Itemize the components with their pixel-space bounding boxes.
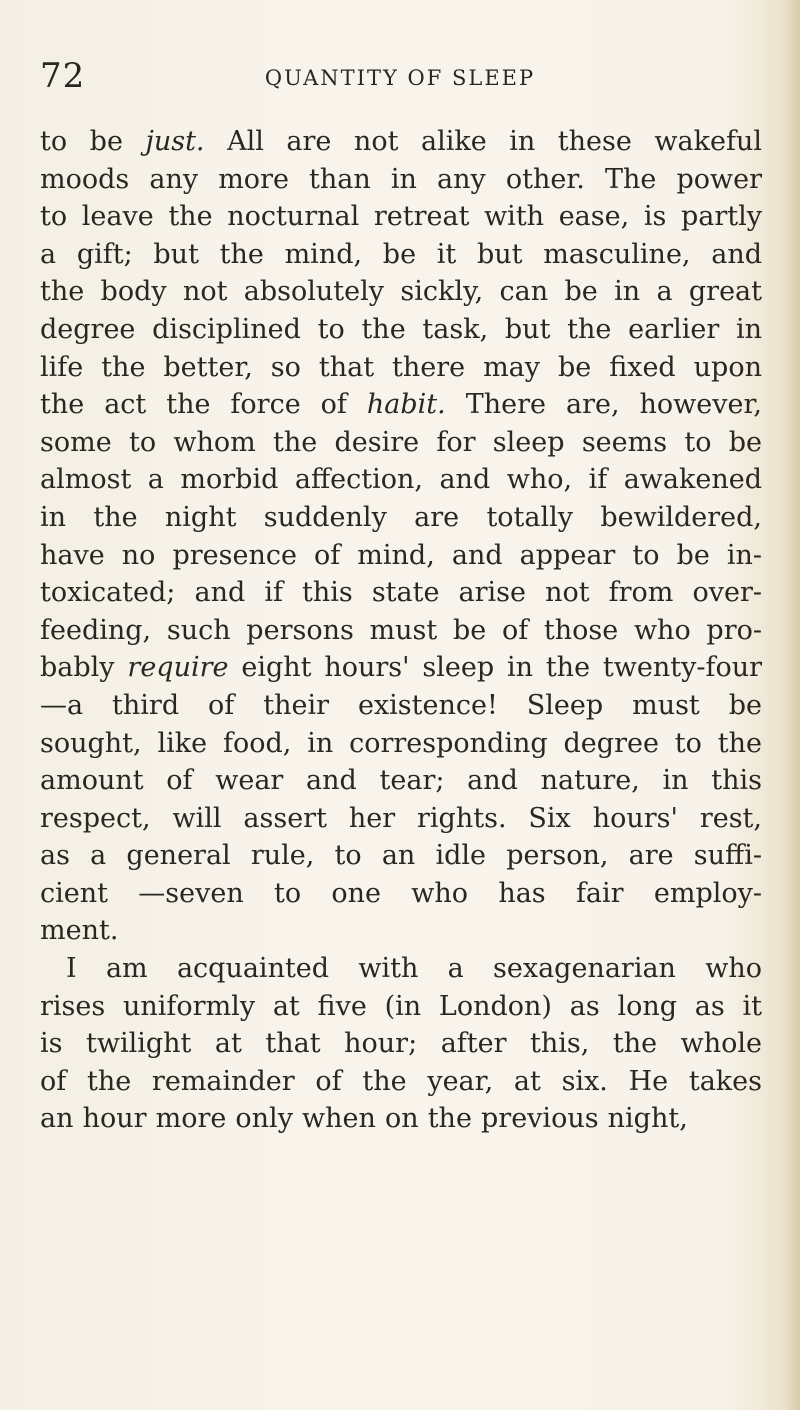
text-line [40,537,762,575]
text-segment: a gift; but the mind, be it but masculine, and [40,238,762,270]
text-segment: have no presence of mind, and appear to be in- [40,539,762,571]
text-line [40,311,762,349]
text-line [40,875,762,913]
text-segment: degree disciplined to the task, but the earlier in [40,313,762,345]
text-segment: some to whom the desire for sleep seems to be [40,426,762,458]
text-line [40,461,762,499]
text-segment: almost a morbid affection, and who, if awakened [40,464,762,496]
text-line [40,123,762,161]
text-line [40,649,762,687]
text-segment: ment. [40,915,119,947]
text-segment: rises uniformly at five (in London) as long as it [40,990,762,1022]
text-segment: toxicated; and if this state arise not from over- [40,577,762,609]
text-segment: I am acquainted with a sexagenarian who [66,953,762,985]
text-segment: in the night suddenly are totally bewildered, [40,501,762,533]
text-line [40,236,762,274]
text-line [40,273,762,311]
text-line [40,574,762,612]
page-header [40,52,760,100]
text-line [40,161,762,199]
text-segment: moods any more than in any other. The power [40,163,762,195]
text-segment: an hour more only when on the previous night, [40,1103,688,1135]
text-line [40,950,762,988]
text-line [40,424,762,462]
text-segment: All are not alike in these wakeful [204,126,762,157]
text-line [40,198,762,236]
text-line [40,612,762,650]
running-title: QUANTITY OF SLEEP [264,66,536,90]
text-segment: respect, will assert her rights. Six hours' rest, [40,802,762,834]
italic-word: just. [145,126,205,157]
text-segment: is twilight at that hour; after this, the whole [40,1028,762,1060]
text-line [40,386,762,424]
text-line [40,912,762,950]
text-line [40,988,762,1026]
page-edge-shadow [786,0,800,1410]
text-line [40,1063,762,1101]
page-number: 72 [40,56,86,96]
text-segment: bably [40,652,128,684]
text-segment: as a general rule, to an idle person, are suffi- [40,840,762,872]
text-segment: feeding, such persons must be of those who pro- [40,614,762,646]
text-segment: amount of wear and tear; and nature, in this [40,765,762,797]
text-line [40,762,762,800]
text-segment: the body not absolutely sickly, can be in a great [40,276,762,308]
italic-word: require [127,652,229,684]
text-segment: eight hours' sleep in the twenty-four [228,652,762,684]
text-line [40,1100,762,1138]
body-text [40,123,762,1138]
text-line [40,837,762,875]
text-segment: to be [40,126,146,157]
text-segment: cient —seven to one who has fair employ- [40,877,762,909]
text-line [40,687,762,725]
text-line [40,499,762,537]
text-line [40,1025,762,1063]
text-segment: There are, however, [445,389,762,421]
text-segment: sought, like food, in corresponding degree to the [40,727,762,759]
text-segment: the act the force of [40,389,367,421]
italic-word: habit. [366,389,446,421]
text-segment: life the better, so that there may be fixed upon [40,351,762,383]
text-segment: of the remainder of the year, at six. He takes [40,1065,762,1097]
text-line [40,725,762,763]
text-line [40,800,762,838]
text-line [40,349,762,387]
text-segment: to leave the nocturnal retreat with ease, is partly [40,201,762,233]
text-segment: —a third of their existence! Sleep must be [40,689,762,721]
